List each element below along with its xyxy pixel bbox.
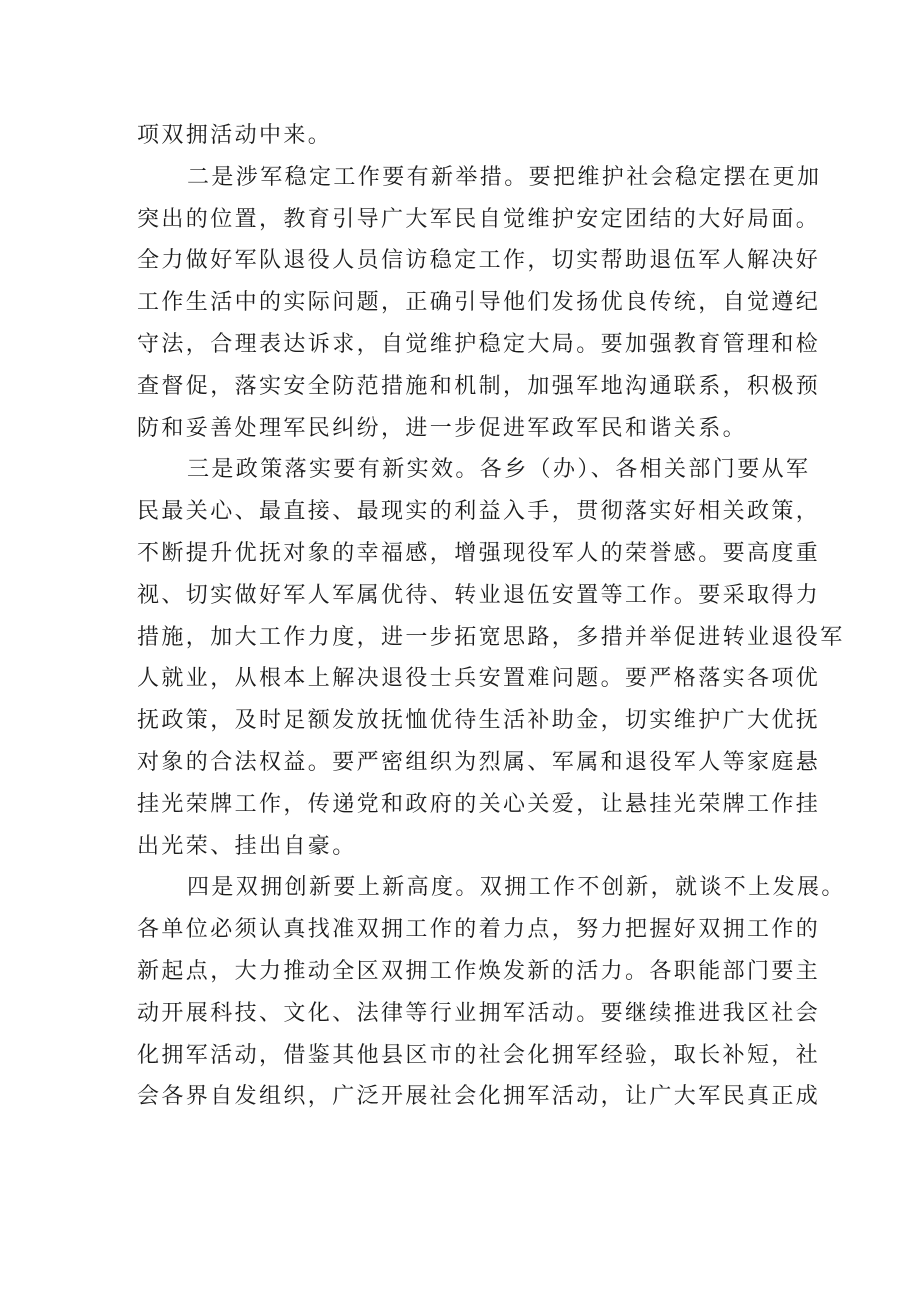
text-line: 查督促，落实安全防范措施和机制，加强军地沟通联系，积极预 (137, 373, 821, 399)
text-line: 守法，合理表达诉求，自觉维护稳定大局。要加强教育管理和检 (137, 331, 821, 357)
text-line: 视、切实做好军人军属优待、转业退伍安置等工作。要采取得力 (137, 582, 821, 608)
paragraph-first-line: 三是政策落实要有新实效。各乡（办）、各相关部门要从军 (187, 457, 811, 483)
paragraph-first-line: 二是涉军稳定工作要有新举措。要把维护社会稳定摆在更加 (187, 164, 822, 190)
text-line: 对象的合法权益。要严密组织为烈属、军属和退役军人等家庭悬 (137, 749, 821, 775)
text-line: 突出的位置，教育引导广大军民自觉维护安定团结的大好局面。 (137, 206, 821, 232)
text-line: 防和妥善处理军民纠纷，进一步促进军政军民和谐关系。 (137, 415, 748, 441)
text-line: 化拥军活动，借鉴其他县区市的社会化拥军经验，取长补短，社 (137, 1042, 821, 1068)
text-line: 措施，加大工作力度，进一步拓宽思路，多措并举促进转业退役军 (137, 624, 845, 650)
paragraph-first-line: 四是双拥创新要上新高度。双拥工作不创新，就谈不上发展。 (187, 875, 846, 901)
text-line: 动开展科技、文化、法律等行业拥军活动。要继续推进我区社会 (137, 1000, 821, 1026)
text-line: 全力做好军队退役人员信访稳定工作，切实帮助退伍军人解决好 (137, 248, 821, 274)
text-line: 项双拥活动中来。 (137, 123, 333, 148)
body-text (137, 115, 846, 1118)
text-line: 各单位必须认真找准双拥工作的着力点，努力把握好双拥工作的 (137, 917, 821, 943)
text-line: 挂光荣牌工作，传递党和政府的关心关爱，让悬挂光荣牌工作挂 (137, 791, 821, 817)
text-line: 工作生活中的实际问题，正确引导他们发扬优良传统，自觉遵纪 (137, 290, 821, 316)
text-line: 民最关心、最直接、最现实的利益入手，贯彻落实好相关政策， (137, 499, 821, 525)
text-line: 抚政策，及时足额发放抚恤优待生活补助金，切实维护广大优抚 (137, 708, 821, 734)
text-line: 新起点，大力推动全区双拥工作焕发新的活力。各职能部门要主 (137, 958, 821, 984)
text-line: 人就业，从根本上解决退役士兵安置难问题。要严格落实各项优 (137, 666, 821, 692)
text-line: 出光荣、挂出自豪。 (137, 833, 357, 859)
text-line: 会各界自发组织，广泛开展社会化拥军活动，让广大军民真正成 (137, 1084, 821, 1110)
text-line: 不断提升优抚对象的幸福感，增强现役军人的荣誉感。要高度重 (137, 540, 821, 566)
